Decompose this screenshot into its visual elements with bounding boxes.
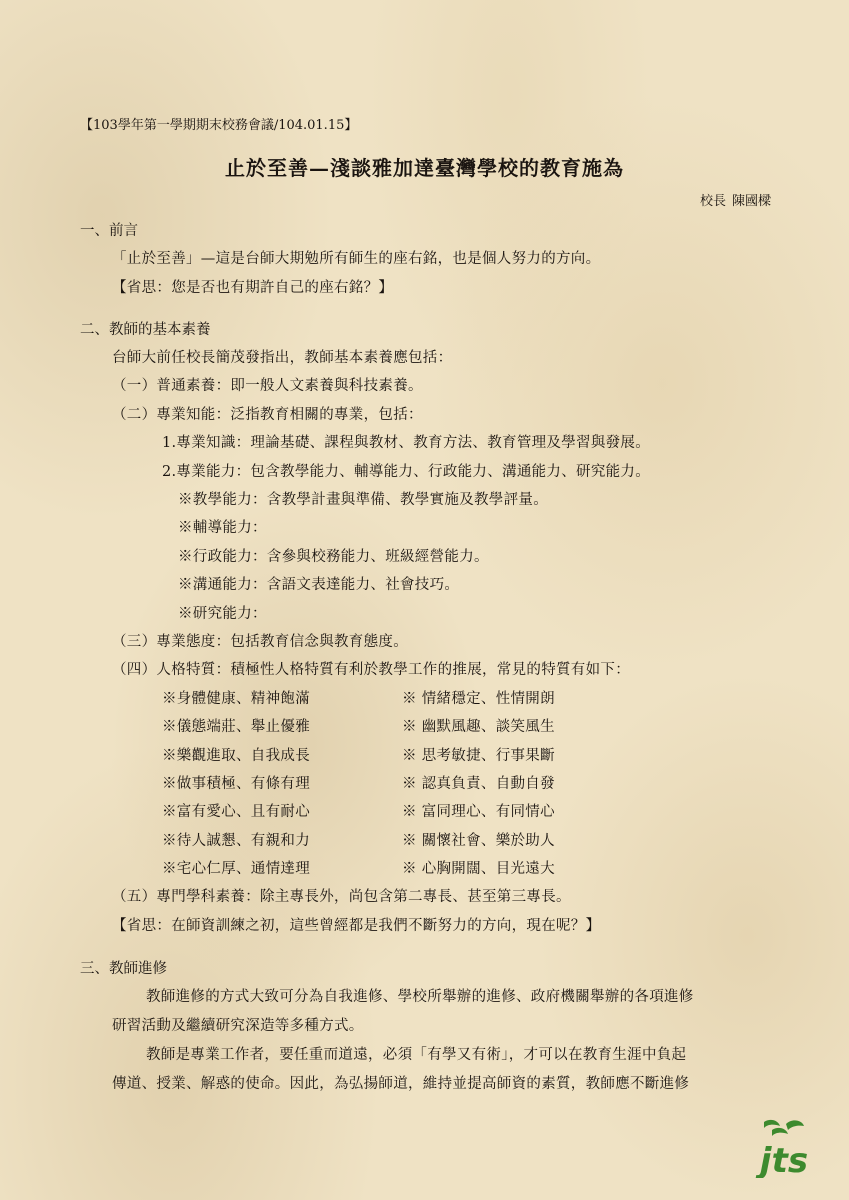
- author-position: 校長: [699, 194, 726, 209]
- qualities-intro: 台師大前任校長簡茂發指出，教師基本素養應包括：: [112, 350, 453, 366]
- sub-item-knowledge: 1.專業知識：理論基礎、課程與教材、教育方法、教育管理及學習與發展。: [162, 435, 651, 451]
- qualities-reflection: 【省思：在師資訓練之初，這些曾經都是我們不斷努力的方向，現在呢？】: [112, 918, 601, 934]
- meeting-label: 【103學年第一學期期末校務會議/104.01.15】: [80, 118, 358, 133]
- ability-administration: ※行政能力：含參與校務能力、班級經營能力。: [178, 549, 489, 565]
- ability-research: ※研究能力：: [178, 606, 267, 622]
- trait-right: ※ 幽默風趣、談笑風生: [402, 719, 555, 735]
- section-heading-intro: 一、前言: [80, 223, 138, 239]
- trait-right: ※ 情緒穩定、性情開朗: [402, 691, 555, 707]
- trait-left: ※樂觀進取、自我成長: [162, 748, 310, 764]
- development-paragraph-2-line-2: 傳道、授業、解惑的使命。因此，為弘揚師道，維持並提高師資的素質，教師應不斷進修: [112, 1076, 690, 1092]
- school-logo: [742, 1118, 826, 1178]
- trait-left: ※富有愛心、且有耐心: [162, 804, 310, 820]
- trait-left: ※宅心仁厚、通情達理: [162, 861, 310, 877]
- quality-item-professional-knowledge: （二）專業知能：泛指教育相關的專業，包括：: [112, 407, 423, 423]
- ability-counseling: ※輔導能力：: [178, 520, 267, 536]
- author-name: 陳國樑: [731, 194, 771, 209]
- sub-item-abilities: 2.專業能力：包含教學能力、輔導能力、行政能力、溝通能力、研究能力。: [162, 464, 651, 480]
- quality-item-personality: （四）人格特質：積極性人格特質有利於教學工作的推展，常見的特質有如下：: [112, 662, 630, 678]
- section-heading-basic-qualities: 二、教師的基本素養: [80, 322, 211, 338]
- quality-item-attitude: （三）專業態度：包括教育信念與教育態度。: [112, 634, 408, 650]
- quality-item-general: （一）普通素養：即一般人文素養與科技素養。: [112, 378, 423, 394]
- quality-item-subject: （五）專門學科素養：除主專長外，尚包含第二專長、甚至第三專長。: [112, 889, 571, 905]
- trait-left: ※身體健康、精神飽滿: [162, 691, 310, 707]
- intro-reflection: 【省思：您是否也有期許自己的座右銘？】: [112, 280, 394, 296]
- ability-teaching: ※教學能力：含教學計畫與準備、教學實施及教學評量。: [178, 492, 548, 508]
- trait-right: ※ 思考敏捷、行事果斷: [402, 748, 555, 764]
- trait-right: ※ 富同理心、有同情心: [402, 804, 555, 820]
- trait-right: ※ 心胸開闊、目光遠大: [402, 861, 555, 877]
- development-paragraph-1-line-1: 教師進修的方式大致可分為自我進修、學校所舉辦的進修、政府機關舉辦的各項進修: [146, 989, 694, 1005]
- trait-left: ※儀態端莊、舉止優雅: [162, 719, 310, 735]
- trait-right: ※ 認真負責、自動自發: [402, 776, 555, 792]
- development-paragraph-2-line-1: 教師是專業工作者，要任重而道遠，必須「有學又有術」，才可以在教育生涯中負起: [146, 1047, 687, 1063]
- section-heading-teacher-development: 三、教師進修: [80, 961, 167, 977]
- logo-text: jts: [759, 1141, 809, 1178]
- author-line: [700, 190, 771, 209]
- development-paragraph-1-line-2: 研習活動及繼續研究深造等多種方式。: [112, 1018, 364, 1034]
- trait-left: ※待人誠懇、有親和力: [162, 833, 310, 849]
- ability-communication: ※溝通能力：含語文表達能力、社會技巧。: [178, 577, 460, 593]
- page-title: 止於至善—淺談雅加達臺灣學校的教育施為: [225, 156, 624, 180]
- intro-paragraph: 「止於至善」—這是台師大期勉所有師生的座右銘，也是個人努力的方向。: [112, 251, 601, 267]
- trait-right: ※ 關懷社會、樂於助人: [402, 833, 555, 849]
- trait-left: ※做事積極、有條有理: [162, 776, 310, 792]
